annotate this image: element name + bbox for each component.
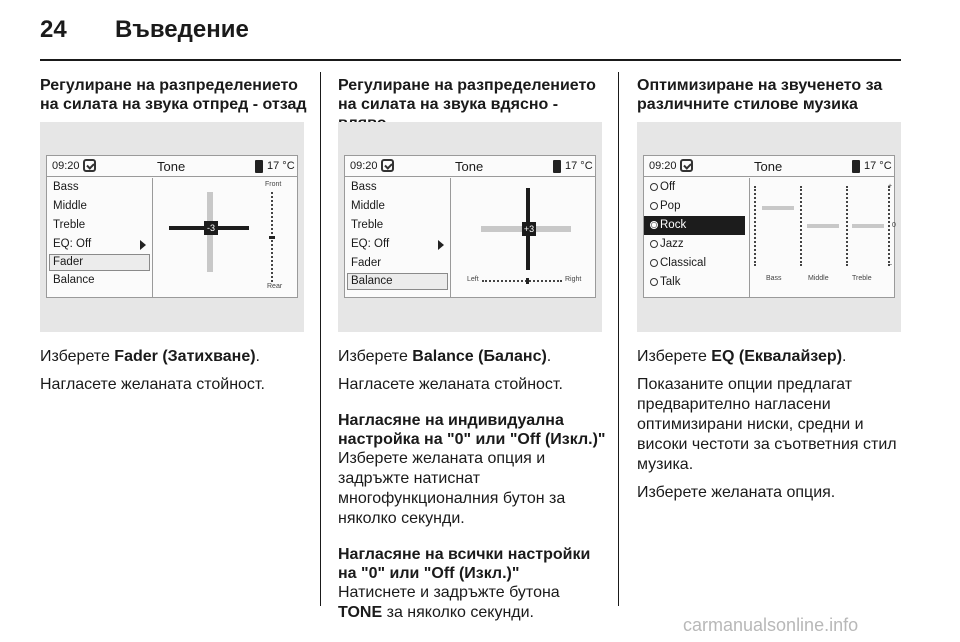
radio-icon [650,202,658,210]
scale-zero-label: 0 [892,222,896,229]
instruction-option: EQ (Еквалайзер) [711,348,843,365]
clock-time: 09:20 [649,160,677,172]
instruction [637,347,905,367]
radio-icon [650,240,658,248]
eq-scale-column [888,186,890,266]
tone-menu [345,178,450,290]
scale-plus-label: + [888,183,893,190]
eq-middle-level [807,224,839,228]
menu-item-fader[interactable]: Fader [49,254,150,271]
front-label: Front [265,181,282,188]
clock-icon [83,159,96,172]
menu-divider [152,178,153,297]
menu-item-middle[interactable]: Middle [351,200,385,212]
arrow-right-icon [140,240,146,250]
menu-item-balance[interactable]: Balance [347,273,448,290]
eq-option-label: Off [660,181,676,193]
eq-option-talk[interactable] [644,273,749,292]
eq-scale-column [800,186,802,266]
reset-all-heading: Нагласяне на всички настройки на "0" или "Off (Изкл.)" [338,546,591,582]
eq-option-jazz[interactable] [644,235,749,254]
body-text: Нагласете желаната стойност. [40,376,265,393]
menu-item-eq[interactable] [47,235,152,254]
menu-divider [749,178,750,297]
temperature: 17 °C [267,160,295,172]
balance-scale [482,280,562,282]
menu-divider [450,178,451,297]
tone-screen [643,155,895,298]
fader-scale-marker [269,236,275,239]
fader-instructions [40,347,308,395]
eq-option-rock[interactable] [644,216,745,235]
menu-item-treble[interactable]: Treble [351,219,384,231]
watermark: carmanualsonline.info [683,615,859,635]
column-fader [40,76,308,114]
page-number: 24 [40,16,67,43]
radio-icon [650,183,658,191]
balance-screenshot [338,122,602,332]
menu-item-eq[interactable] [345,235,450,254]
screen-title: Tone [157,159,186,174]
right-label: Right [565,276,582,283]
eq-bass-level [762,206,794,210]
status-bar [47,156,297,177]
eq-menu [644,178,749,292]
eq-scale-column [754,186,756,266]
clock-icon [381,159,394,172]
instruction-suffix: . [255,348,260,365]
eq-option-label: Pop [660,200,681,212]
screen-title: Tone [754,159,783,174]
eq-treble-level [852,224,884,228]
left-label: Left [467,276,479,283]
eq-option-classical[interactable] [644,254,749,273]
temperature: 17 °C [864,160,892,172]
eq-option-off[interactable] [644,178,749,197]
balance-scale-marker [526,278,529,284]
eq-scale-column [846,186,848,266]
column-equalizer [637,76,905,114]
tone-button-name: TONE [338,604,383,621]
thermometer-icon [852,160,860,173]
eq-treble-label: Treble [852,275,872,282]
instruction-option: Balance (Баланс) [412,348,547,365]
menu-item-bass[interactable]: Bass [351,181,377,193]
body-text: Нагласете желаната стойност. [338,376,563,393]
eq-option-label: Talk [660,276,681,288]
menu-item-treble[interactable]: Treble [53,219,86,231]
body-suffix: за няколко секунди. [382,604,534,621]
clock-time: 09:20 [52,160,80,172]
menu-item-balance[interactable]: Balance [53,274,95,286]
instruction [40,347,308,367]
equalizer-instructions [637,347,905,503]
radio-selected-icon [650,221,658,229]
menu-item-fader[interactable]: Fader [351,257,382,269]
eq-option-label: Rock [660,219,687,231]
arrow-right-icon [438,240,444,250]
reset-all-body [338,583,606,623]
body-text: Изберете желаната опция. [637,484,836,501]
balance-knob[interactable]: +3 [523,224,535,234]
body-text: Показаните опции предлагат предварително нагласени оптимизирани ниски, средни и високи честоти за съответния стил музика. [637,376,897,473]
instruction-prefix: Изберете [338,348,413,365]
thermometer-icon [553,160,561,173]
status-bar [644,156,894,177]
tone-screen [344,155,596,298]
tone-screen [46,155,298,298]
reset-single-heading: Нагласяне на индивидуална настройка на "0" или "Off (Изкл.)" [338,412,606,448]
fader-screenshot [40,122,304,332]
rear-label: Rear [267,283,283,290]
tone-menu [47,178,152,290]
radio-icon [650,259,658,267]
balance-instructions [338,347,606,623]
eq-option-label: Jazz [660,238,684,250]
eq-bass-label: Bass [766,275,782,282]
temperature: 17 °C [565,160,593,172]
equalizer-screenshot [637,122,901,332]
instruction-suffix: . [546,348,552,365]
eq-option-pop[interactable] [644,197,749,216]
clock-icon [680,159,693,172]
reset-single-body: Изберете желаната опция и задръжте натиснат многофункционалния бутон за няколко секунди. [338,450,566,527]
header-rule [40,59,901,61]
body-prefix: Натиснете и задръжте бутона [338,584,560,601]
section-heading: Регулиране на разпределението на силата на звука вдясно - [338,77,596,113]
instruction-option: Fader (Затихване) [114,348,256,365]
status-bar [345,156,595,177]
section-heading: Регулиране на разпределението на силата на звука отпред - отзад [40,77,307,113]
column-divider [618,72,619,606]
instruction-suffix: . [842,348,847,365]
thermometer-icon [255,160,263,173]
column-divider [320,72,321,606]
section-heading: Оптимизиране на звученето за различните стилове музика [637,77,883,113]
fader-knob[interactable]: -3 [204,221,218,235]
clock-time: 09:20 [350,160,378,172]
page-title: Въведение [115,16,249,43]
instruction-prefix: Изберете [637,348,712,365]
menu-item-middle[interactable]: Middle [53,200,87,212]
scale-minus-label: – [888,261,892,268]
menu-item-label: EQ: Off [351,238,390,250]
instruction-prefix: Изберете [40,348,115,365]
eq-option-label: Classical [660,257,707,269]
eq-middle-label: Middle [808,275,829,282]
screen-title: Tone [455,159,484,174]
menu-item-label: EQ: Off [53,238,92,250]
menu-item-bass[interactable]: Bass [53,181,79,193]
instruction [338,347,606,367]
radio-icon [650,278,658,286]
